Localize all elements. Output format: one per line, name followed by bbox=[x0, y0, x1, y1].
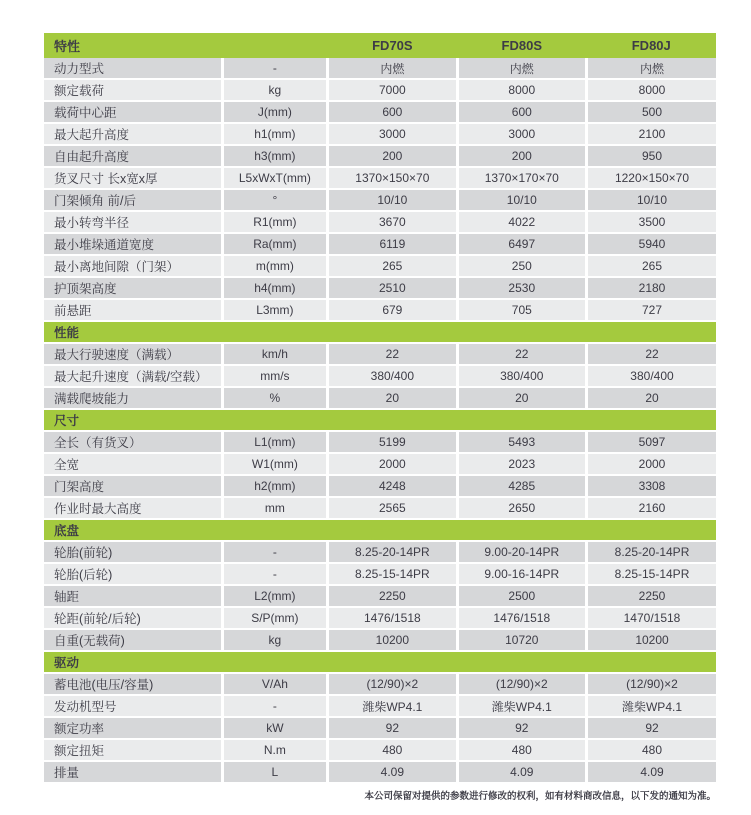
spec-label-cell: 前悬距 bbox=[44, 299, 222, 321]
spec-value-cell-fd70s: 8.25-15-14PR bbox=[328, 563, 457, 585]
table-row bbox=[44, 761, 716, 783]
table-row bbox=[44, 717, 716, 739]
spec-value-cell-fd80j: 2160 bbox=[587, 497, 717, 519]
spec-value-cell-fd70s: 2000 bbox=[328, 453, 457, 475]
spec-value-cell-fd80j: 265 bbox=[587, 255, 717, 277]
spec-value-cell-fd80s: 4.09 bbox=[457, 761, 586, 783]
spec-value-cell-fd70s: 7000 bbox=[328, 79, 457, 101]
spec-value-cell-fd80s: 9.00-16-14PR bbox=[457, 563, 586, 585]
spec-unit-cell: W1(mm) bbox=[222, 453, 328, 475]
spec-unit-cell: h1(mm) bbox=[222, 123, 328, 145]
spec-unit-cell: kg bbox=[222, 629, 328, 651]
spec-value-cell-fd80j: 2100 bbox=[587, 123, 717, 145]
spec-value-cell-fd80j: 4.09 bbox=[587, 761, 717, 783]
spec-value-cell-fd80j: 480 bbox=[587, 739, 717, 761]
table-row bbox=[44, 453, 716, 475]
spec-value-cell-fd70s: 4.09 bbox=[328, 761, 457, 783]
spec-value-cell-fd80s: 9.00-20-14PR bbox=[457, 541, 586, 563]
spec-label-cell: 自由起升高度 bbox=[44, 145, 222, 167]
spec-label-cell: 额定功率 bbox=[44, 717, 222, 739]
spec-value-cell-fd80j: 22 bbox=[587, 343, 717, 365]
spec-unit-cell: L3mm) bbox=[222, 299, 328, 321]
spec-value-cell-fd80s: 10720 bbox=[457, 629, 586, 651]
spec-value-cell-fd70s: 20 bbox=[328, 387, 457, 409]
spec-label-cell: 额定载荷 bbox=[44, 79, 222, 101]
spec-table-body bbox=[44, 58, 716, 783]
spec-value-cell-fd80s: 5493 bbox=[457, 431, 586, 453]
spec-value-cell-fd80s: 内燃 bbox=[457, 58, 586, 79]
spec-unit-cell: J(mm) bbox=[222, 101, 328, 123]
spec-unit-cell: S/P(mm) bbox=[222, 607, 328, 629]
spec-value-cell-fd80s: 4022 bbox=[457, 211, 586, 233]
spec-value-cell-fd70s: 内燃 bbox=[328, 58, 457, 79]
spec-label-cell: 门架倾角 前/后 bbox=[44, 189, 222, 211]
spec-value-cell-fd80s: (12/90)×2 bbox=[457, 673, 586, 695]
spec-value-cell-fd80j: 8000 bbox=[587, 79, 717, 101]
table-row bbox=[44, 365, 716, 387]
spec-label-cell: 护顶架高度 bbox=[44, 277, 222, 299]
spec-table-container bbox=[44, 33, 716, 802]
spec-value-cell-fd80s: 3000 bbox=[457, 123, 586, 145]
spec-unit-cell: ° bbox=[222, 189, 328, 211]
spec-value-cell-fd80j: 5940 bbox=[587, 233, 717, 255]
spec-unit-cell: mm/s bbox=[222, 365, 328, 387]
spec-value-cell-fd80s: 4285 bbox=[457, 475, 586, 497]
table-row bbox=[44, 563, 716, 585]
spec-value-cell-fd80j: 727 bbox=[587, 299, 717, 321]
model-column-header-fd80s: FD80S bbox=[457, 33, 586, 58]
spec-unit-cell: kW bbox=[222, 717, 328, 739]
section-title: 底盘 bbox=[44, 519, 716, 541]
spec-unit-cell: Ra(mm) bbox=[222, 233, 328, 255]
unit-column-header bbox=[222, 33, 328, 58]
section-header-row bbox=[44, 651, 716, 673]
spec-unit-cell: - bbox=[222, 563, 328, 585]
spec-label-cell: 全宽 bbox=[44, 453, 222, 475]
spec-value-cell-fd80j: 8.25-15-14PR bbox=[587, 563, 717, 585]
table-row bbox=[44, 79, 716, 101]
spec-label-cell: 全长（有货叉） bbox=[44, 431, 222, 453]
spec-value-cell-fd80j: 10200 bbox=[587, 629, 717, 651]
spec-value-cell-fd80s: 380/400 bbox=[457, 365, 586, 387]
spec-unit-cell: % bbox=[222, 387, 328, 409]
spec-value-cell-fd80j: 20 bbox=[587, 387, 717, 409]
spec-value-cell-fd70s: 2565 bbox=[328, 497, 457, 519]
spec-unit-cell: L2(mm) bbox=[222, 585, 328, 607]
spec-label-cell: 排量 bbox=[44, 761, 222, 783]
spec-value-cell-fd70s: 679 bbox=[328, 299, 457, 321]
section-title: 尺寸 bbox=[44, 409, 716, 431]
spec-value-cell-fd70s: 5199 bbox=[328, 431, 457, 453]
spec-value-cell-fd80s: 2650 bbox=[457, 497, 586, 519]
spec-value-cell-fd80j: 1220×150×70 bbox=[587, 167, 717, 189]
spec-label-cell: 最小堆垛通道宽度 bbox=[44, 233, 222, 255]
spec-value-cell-fd80j: 内燃 bbox=[587, 58, 717, 79]
spec-value-cell-fd70s: 10/10 bbox=[328, 189, 457, 211]
spec-label-cell: 轮胎(前轮) bbox=[44, 541, 222, 563]
table-row bbox=[44, 585, 716, 607]
spec-value-cell-fd70s: 480 bbox=[328, 739, 457, 761]
spec-value-cell-fd80j: 潍柴WP4.1 bbox=[587, 695, 717, 717]
spec-unit-cell: h4(mm) bbox=[222, 277, 328, 299]
spec-value-cell-fd70s: 1476/1518 bbox=[328, 607, 457, 629]
spec-value-cell-fd70s: 3000 bbox=[328, 123, 457, 145]
table-row bbox=[44, 497, 716, 519]
spec-value-cell-fd80s: 2023 bbox=[457, 453, 586, 475]
spec-unit-cell: - bbox=[222, 695, 328, 717]
spec-label-cell: 轴距 bbox=[44, 585, 222, 607]
section-header-row bbox=[44, 321, 716, 343]
spec-value-cell-fd80s: 8000 bbox=[457, 79, 586, 101]
spec-label-cell: 作业时最大高度 bbox=[44, 497, 222, 519]
table-row bbox=[44, 387, 716, 409]
spec-label-cell: 载荷中心距 bbox=[44, 101, 222, 123]
spec-value-cell-fd70s: 380/400 bbox=[328, 365, 457, 387]
disclaimer-note: 本公司保留对提供的参数进行修改的权利，如有材料商改信息，以下发的通知为准。 bbox=[364, 791, 716, 802]
spec-label-cell: 最大起升速度（满载/空载） bbox=[44, 365, 222, 387]
spec-value-cell-fd70s: 200 bbox=[328, 145, 457, 167]
table-row bbox=[44, 629, 716, 651]
spec-value-cell-fd70s: 92 bbox=[328, 717, 457, 739]
table-row bbox=[44, 607, 716, 629]
spec-unit-cell: R1(mm) bbox=[222, 211, 328, 233]
table-row bbox=[44, 145, 716, 167]
spec-value-cell-fd70s: 1370×150×70 bbox=[328, 167, 457, 189]
spec-label-cell: 最小转弯半径 bbox=[44, 211, 222, 233]
spec-label-cell: 最大行驶速度（满载） bbox=[44, 343, 222, 365]
table-row bbox=[44, 101, 716, 123]
spec-value-cell-fd80j: 1470/1518 bbox=[587, 607, 717, 629]
spec-value-cell-fd70s: 8.25-20-14PR bbox=[328, 541, 457, 563]
spec-label-cell: 轮胎(后轮) bbox=[44, 563, 222, 585]
feature-column-header: 特性 bbox=[44, 33, 222, 58]
spec-value-cell-fd80s: 1476/1518 bbox=[457, 607, 586, 629]
spec-unit-cell: L1(mm) bbox=[222, 431, 328, 453]
spec-label-cell: 最大起升高度 bbox=[44, 123, 222, 145]
spec-label-cell: 蓄电池(电压/容量) bbox=[44, 673, 222, 695]
spec-value-cell-fd80j: 5097 bbox=[587, 431, 717, 453]
spec-value-cell-fd70s: 265 bbox=[328, 255, 457, 277]
section-header-row bbox=[44, 409, 716, 431]
spec-value-cell-fd80s: 22 bbox=[457, 343, 586, 365]
spec-value-cell-fd70s: (12/90)×2 bbox=[328, 673, 457, 695]
spec-unit-cell: h2(mm) bbox=[222, 475, 328, 497]
table-row bbox=[44, 695, 716, 717]
table-row bbox=[44, 123, 716, 145]
spec-unit-cell: h3(mm) bbox=[222, 145, 328, 167]
spec-unit-cell: mm bbox=[222, 497, 328, 519]
spec-value-cell-fd80j: 2000 bbox=[587, 453, 717, 475]
spec-value-cell-fd80s: 20 bbox=[457, 387, 586, 409]
spec-unit-cell: m(mm) bbox=[222, 255, 328, 277]
spec-label-cell: 发动机型号 bbox=[44, 695, 222, 717]
table-row bbox=[44, 739, 716, 761]
table-row bbox=[44, 299, 716, 321]
spec-label-cell: 额定扭矩 bbox=[44, 739, 222, 761]
section-title: 性能 bbox=[44, 321, 716, 343]
table-row bbox=[44, 541, 716, 563]
spec-value-cell-fd70s: 3670 bbox=[328, 211, 457, 233]
spec-unit-cell: L bbox=[222, 761, 328, 783]
spec-value-cell-fd80j: 10/10 bbox=[587, 189, 717, 211]
section-header-row bbox=[44, 519, 716, 541]
spec-value-cell-fd80s: 600 bbox=[457, 101, 586, 123]
spec-label-cell: 最小离地间隙（门架） bbox=[44, 255, 222, 277]
table-row bbox=[44, 475, 716, 497]
spec-value-cell-fd80j: 500 bbox=[587, 101, 717, 123]
spec-label-cell: 轮距(前轮/后轮) bbox=[44, 607, 222, 629]
spec-value-cell-fd80j: 92 bbox=[587, 717, 717, 739]
table-row bbox=[44, 167, 716, 189]
spec-unit-cell: - bbox=[222, 541, 328, 563]
table-row bbox=[44, 189, 716, 211]
spec-value-cell-fd80j: 8.25-20-14PR bbox=[587, 541, 717, 563]
spec-value-cell-fd70s: 22 bbox=[328, 343, 457, 365]
table-row bbox=[44, 277, 716, 299]
spec-unit-cell: - bbox=[222, 58, 328, 79]
model-column-header-fd70s: FD70S bbox=[328, 33, 457, 58]
table-row bbox=[44, 673, 716, 695]
table-header-row bbox=[44, 33, 716, 58]
table-row bbox=[44, 255, 716, 277]
spec-unit-cell: N.m bbox=[222, 739, 328, 761]
spec-label-cell: 门架高度 bbox=[44, 475, 222, 497]
spec-value-cell-fd70s: 2510 bbox=[328, 277, 457, 299]
section-title: 驱动 bbox=[44, 651, 716, 673]
spec-value-cell-fd80j: 3500 bbox=[587, 211, 717, 233]
spec-value-cell-fd70s: 10200 bbox=[328, 629, 457, 651]
spec-unit-cell: V/Ah bbox=[222, 673, 328, 695]
spec-label-cell: 动力型式 bbox=[44, 58, 222, 79]
table-row bbox=[44, 211, 716, 233]
spec-value-cell-fd80s: 480 bbox=[457, 739, 586, 761]
spec-value-cell-fd80s: 潍柴WP4.1 bbox=[457, 695, 586, 717]
spec-value-cell-fd80s: 705 bbox=[457, 299, 586, 321]
table-row bbox=[44, 233, 716, 255]
spec-value-cell-fd80j: 950 bbox=[587, 145, 717, 167]
spec-value-cell-fd80s: 1370×170×70 bbox=[457, 167, 586, 189]
spec-value-cell-fd80s: 200 bbox=[457, 145, 586, 167]
spec-value-cell-fd70s: 2250 bbox=[328, 585, 457, 607]
spec-value-cell-fd80s: 6497 bbox=[457, 233, 586, 255]
spec-label-cell: 满载爬坡能力 bbox=[44, 387, 222, 409]
spec-label-cell: 货叉尺寸 长x宽x厚 bbox=[44, 167, 222, 189]
spec-value-cell-fd80j: 380/400 bbox=[587, 365, 717, 387]
spec-unit-cell: km/h bbox=[222, 343, 328, 365]
forklift-spec-table bbox=[44, 33, 716, 784]
spec-value-cell-fd80j: 3308 bbox=[587, 475, 717, 497]
model-column-header-fd80j: FD80J bbox=[587, 33, 717, 58]
spec-unit-cell: kg bbox=[222, 79, 328, 101]
spec-value-cell-fd80s: 2500 bbox=[457, 585, 586, 607]
spec-unit-cell: L5xWxT(mm) bbox=[222, 167, 328, 189]
spec-value-cell-fd80s: 2530 bbox=[457, 277, 586, 299]
spec-value-cell-fd80s: 92 bbox=[457, 717, 586, 739]
spec-label-cell: 自重(无载荷) bbox=[44, 629, 222, 651]
spec-value-cell-fd70s: 潍柴WP4.1 bbox=[328, 695, 457, 717]
table-row bbox=[44, 58, 716, 79]
spec-value-cell-fd80s: 10/10 bbox=[457, 189, 586, 211]
spec-value-cell-fd80j: 2180 bbox=[587, 277, 717, 299]
spec-value-cell-fd70s: 6119 bbox=[328, 233, 457, 255]
table-row bbox=[44, 431, 716, 453]
table-row bbox=[44, 343, 716, 365]
spec-value-cell-fd80j: (12/90)×2 bbox=[587, 673, 717, 695]
spec-value-cell-fd70s: 600 bbox=[328, 101, 457, 123]
spec-value-cell-fd80j: 2250 bbox=[587, 585, 717, 607]
spec-value-cell-fd80s: 250 bbox=[457, 255, 586, 277]
spec-value-cell-fd70s: 4248 bbox=[328, 475, 457, 497]
